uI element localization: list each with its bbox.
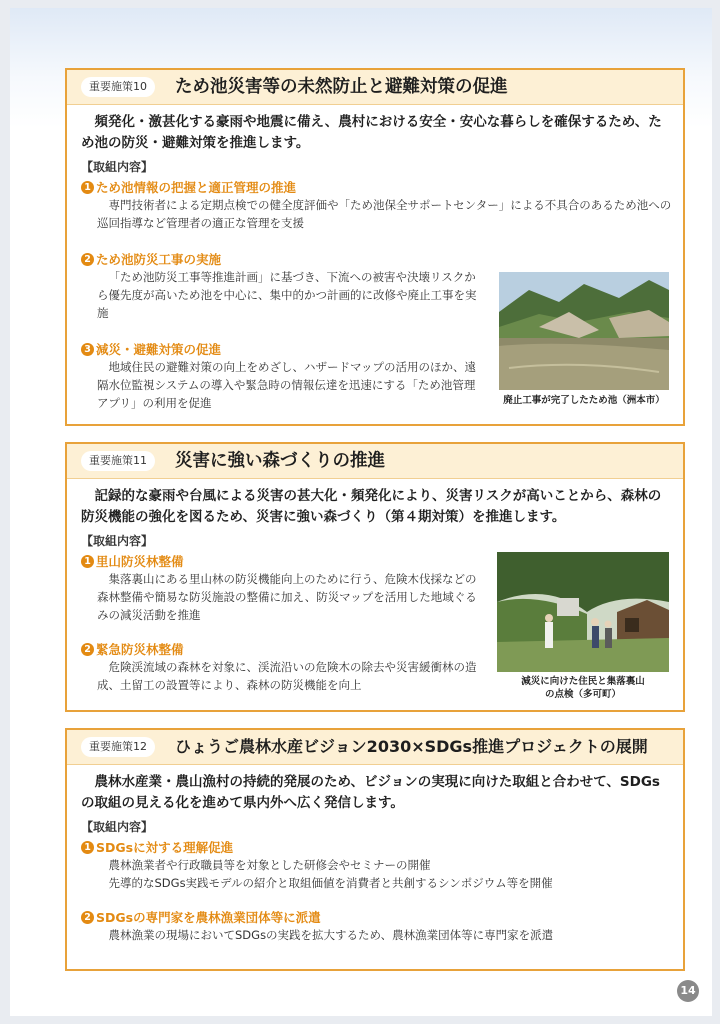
item-heading: ため池防災工事の実施 [96, 252, 222, 267]
number-2-icon: 2 [81, 911, 94, 924]
measure-11-title: 災害に強い森づくりの推進 [175, 451, 385, 471]
number-2-icon: 2 [81, 643, 94, 656]
measure-12-title: ひょうご農林水産ビジョン2030×SDGs推進プロジェクトの展開 [175, 737, 648, 756]
measure-12-label: 【取組内容】 [81, 820, 154, 834]
measure-10-tag: 重要施策10 [81, 77, 155, 97]
measure-12-item-2-head [81, 908, 321, 926]
measure-10-lead: 頻発化・激甚化する豪雨や地震に備え、農村における安全・安心な暮らしを確保するため、ため池の防災・避難対策を推進します。 [81, 114, 662, 151]
measure-10-label: 【取組内容】 [81, 160, 154, 174]
item-heading: 減災・避難対策の促進 [96, 342, 222, 357]
item-heading: 里山防災林整備 [96, 554, 184, 569]
measure-10-item-2-body: 「ため池防災工事等推進計画」に基づき、下流への被害や決壊リスクから優先度が高いため池を中心に、集中的かつ計画的に改修や廃止工事を実施 [97, 270, 477, 320]
measure-11-header [67, 444, 683, 479]
measure-12-lead: 農林水産業・農山漁村の持続的発展のため、ビジョンの実現に向けた取組と合わせて、SDGsの取組の見える化を進めて県内外へ広く発信します。 [81, 774, 660, 811]
measure-11-tag: 重要施策11 [81, 451, 155, 471]
measure-10-item-1-head [81, 178, 296, 196]
forest-inspection-photo [497, 552, 669, 672]
item-heading: ため池情報の把握と適正管理の推進 [96, 180, 297, 195]
reservoir-photo [499, 272, 669, 390]
number-3-icon: 3 [81, 343, 94, 356]
item-heading: SDGsの専門家を農林漁業団体等に派遣 [96, 910, 321, 925]
measure-12-box [65, 728, 685, 971]
measure-12-tag: 重要施策12 [81, 737, 155, 757]
measure-12-item-1-body-line-1: 農林漁業者や行政職員等を対象とした研修会やセミナーの開催 [108, 858, 431, 872]
page-number: 14 [677, 980, 699, 1002]
measure-11-label: 【取組内容】 [81, 534, 154, 548]
number-1-icon: 1 [81, 841, 94, 854]
forest-photo-caption-line-1: 減災に向けた住民と集落裏山 [521, 676, 645, 687]
measure-11-item-2-body: 危険渓流域の森林を対象に、渓流沿いの危険木の除去や災害緩衝林の造成、土留工の設置等により、森林の防災機能を向上 [97, 660, 477, 692]
number-1-icon: 1 [81, 181, 94, 194]
measure-12-item-2-body: 農林漁業の現場においてSDGsの実践を拡大するため、農林漁業団体等に専門家を派遣 [108, 928, 554, 942]
measure-10-item-3-head [81, 340, 221, 358]
item-heading: SDGsに対する理解促進 [96, 840, 234, 855]
number-2-icon: 2 [81, 253, 94, 266]
measure-11-lead: 記録的な豪雨や台風による災害の甚大化・頻発化により、災害リスクが高いことから、森林の防災機能の強化を図るため、災害に強い森づくり（第４期対策）を推進します。 [81, 488, 662, 525]
reservoir-photo-caption: 廃止工事が完了したため池（洲本市） [503, 395, 665, 406]
measure-10-title: ため池災害等の未然防止と避難対策の促進 [175, 77, 508, 97]
measure-10-item-3-body: 地域住民の避難対策の向上をめざし、ハザードマップの活用のほか、遠隔水位監視システムの導入や緊急時の情報伝達を迅速にする「ため池管理アプリ」の利用を促進 [97, 360, 477, 410]
measure-11-item-2-head [81, 640, 184, 658]
measure-10-box [65, 68, 685, 426]
reservoir-photo-image [499, 272, 669, 390]
measure-12-header [67, 730, 683, 765]
measure-11-item-1-head [81, 552, 184, 570]
page [10, 8, 712, 1016]
forest-inspection-photo-image [497, 552, 669, 672]
measure-12-item-1-head [81, 838, 233, 856]
item-heading: 緊急防災林整備 [96, 642, 184, 657]
number-1-icon: 1 [81, 555, 94, 568]
measure-12-item-1-body-line-2: 先導的なSDGs実践モデルの紹介と取組価値を消費者と共創するシンポジウム等を開催 [108, 876, 553, 890]
forest-photo-caption-line-2: の点検（多可町） [544, 689, 621, 700]
measure-11-item-1-body: 集落裏山にある里山林の防災機能向上のために行う、危険木伐採などの森林整備や簡易な防災施設の整備に加え、防災マップを活用した地域ぐるみの減災活動を推進 [97, 572, 477, 622]
measure-10-item-1-body: 専門技術者による定期点検での健全度評価や「ため池保全サポートセンター」による不具合のあるため池への巡回指導など管理者の適正な管理を支援 [97, 198, 672, 230]
measure-10-header [67, 70, 683, 105]
measure-11-box [65, 442, 685, 712]
measure-10-item-2-head [81, 250, 221, 268]
